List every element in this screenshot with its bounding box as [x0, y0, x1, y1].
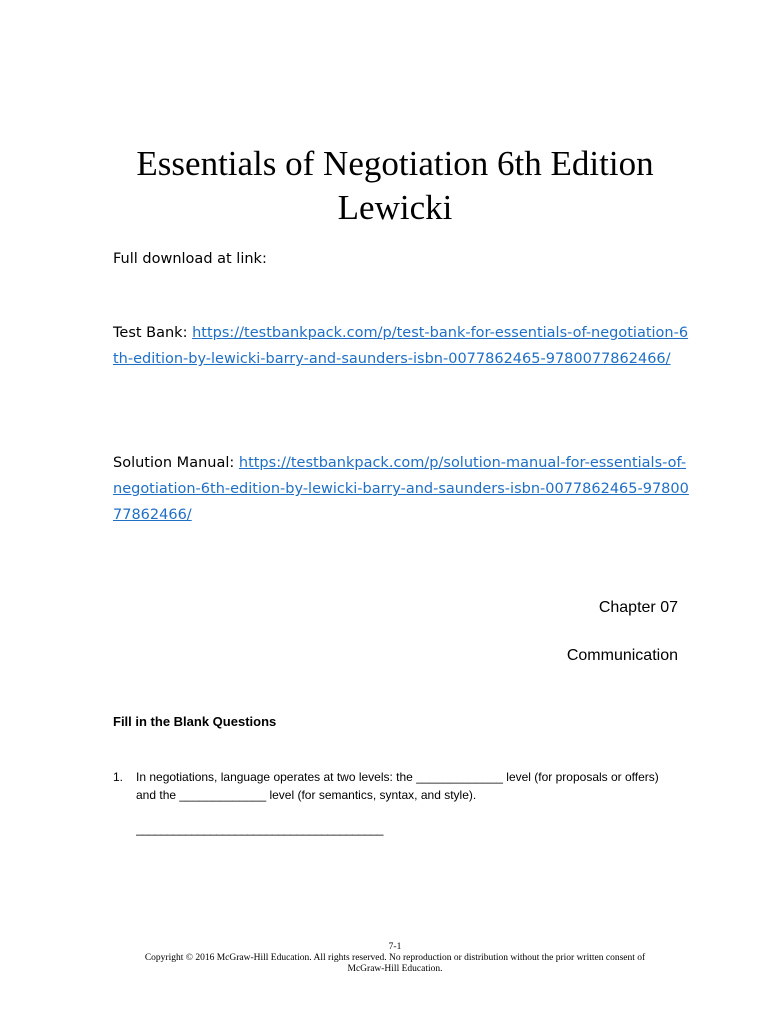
title-line-2: Lewicki [337, 188, 453, 227]
solution-manual-link[interactable]: https://testbankpack.com/p/solution-manual-for-essentials-of-negotiation-6th-edition-by-lewicki-barry-and-saunders-isbn-0077862465-9780077862466/ [113, 455, 689, 523]
chapter-number: Chapter 07 [598, 599, 678, 616]
question-item [113, 768, 673, 804]
page-number: 7-1 [388, 942, 402, 952]
section-heading: Fill in the Blank Questions [113, 714, 277, 729]
question-number: 1. [113, 770, 124, 784]
test-bank-label: Test Bank: [113, 325, 193, 341]
download-heading: Full download at link: [113, 251, 267, 267]
solution-manual-paragraph [113, 450, 693, 528]
chapter-title: Communication [566, 647, 678, 664]
copyright-line-2: McGraw-Hill Education. [347, 964, 443, 974]
title-line-1: Essentials of Negotiation 6th Edition [136, 144, 654, 183]
page-footer [0, 942, 768, 975]
copyright-line-1: Copyright © 2016 McGraw-Hill Education. All rights reserved. No reproduction or distribution without the prior written consent of [144, 953, 646, 963]
document-title [0, 142, 768, 230]
solution-manual-label: Solution Manual: [113, 455, 239, 471]
answer-blank-line: ________________________________________ [136, 822, 383, 836]
test-bank-paragraph [113, 320, 693, 372]
question-text: In negotiations, language operates at two levels: the _____________ level (for proposals or offers) and the _____________ level (for semantics, syntax, and style). [136, 770, 659, 802]
test-bank-link[interactable]: https://testbankpack.com/p/test-bank-for-essentials-of-negotiation-6th-edition-by-lewicki-barry-and-saunders-isbn-0077862465-9780077862466/ [113, 325, 689, 367]
